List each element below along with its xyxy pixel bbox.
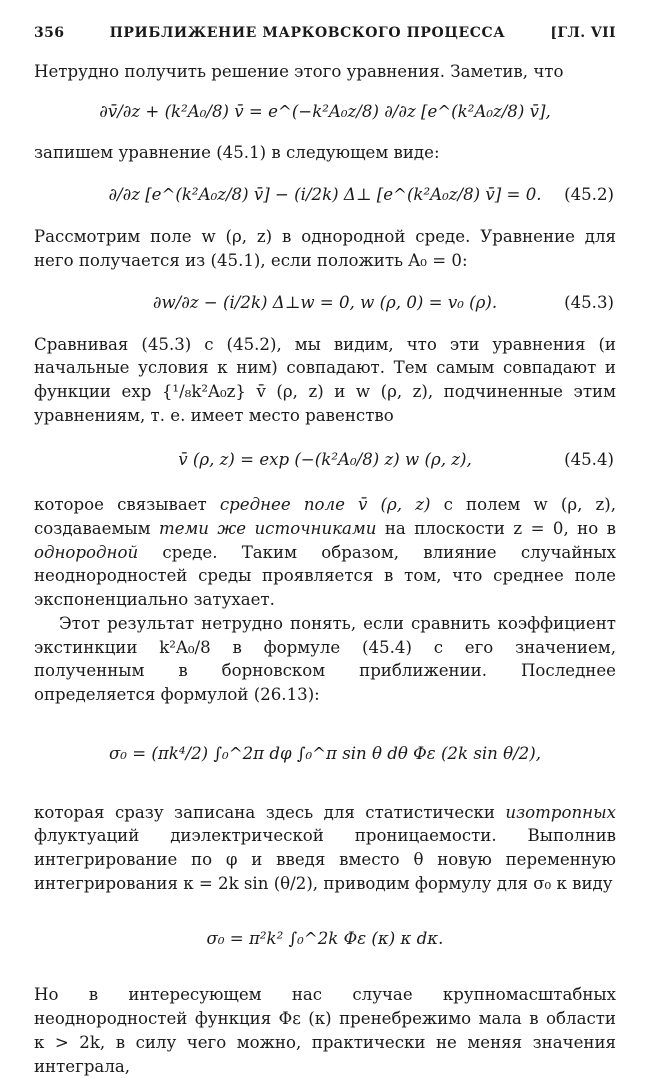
equation-born-sigma [34, 713, 616, 795]
paragraph-8: Но в интересующем нас случае крупномасштабных неоднородностей функция Φε (κ) пренебрежимо мала в области κ > 2k, в силу чего можно, практически не меняя значения интеграла, [34, 985, 616, 1076]
equation-45-2-body: ∂/∂z [e^(k²A₀z/8) v̄] − (i/2k) Δ⊥ [e^(k²A₀z/8) v̄] = 0. [108, 185, 542, 205]
equation-born-sigma-body: σ₀ = (πk⁴/2) ∫₀^2π dφ ∫₀^π sin θ dθ Φε (2k sin θ/2), [108, 743, 541, 763]
paragraph-7-text-a: которая сразу записана здесь для статистически [34, 802, 506, 822]
paragraph-5-emphasis-2: теми же источниками [158, 519, 377, 539]
paragraph-5-emphasis-3: однородной [34, 542, 139, 562]
equation-45-4 [34, 431, 616, 489]
equation-45-2 [34, 169, 616, 221]
paragraph-4: Сравнивая (45.3) с (45.2), мы видим, что эти уравнения (и начальные условия к ним) совпадают. Тем самым совпадают и функции exp {¹/₈k²A₀z} v̄ (ρ, z) и w (ρ, z), подчиненные этим уравнениям, т. е. имеет место равенство [34, 334, 616, 425]
equation-sigma-kappa [34, 901, 616, 977]
paragraph-7-emphasis: изотропных [505, 802, 616, 822]
paragraph-5-text-c: на плоскости z = 0, но в [376, 519, 616, 539]
running-head [34, 22, 616, 46]
chapter-label: [ГЛ. VII [550, 25, 616, 41]
paragraph-5 [34, 493, 616, 612]
equation-45-4-body: v̄ (ρ, z) = exp (−(k²A₀/8) z) w (ρ, z), [178, 450, 472, 470]
paragraph-7 [34, 801, 616, 896]
equation-number: (45.3) [564, 292, 614, 312]
paragraph-5-text-a: которое связывает [34, 495, 220, 515]
equation-identity-body: ∂v̄/∂z + (k²A₀/8) v̄ = e^(−k²A₀z/8) ∂/∂z [e^(k²A₀z/8) v̄], [99, 102, 551, 122]
equation-sigma-kappa-body: σ₀ = π²k² ∫₀^2k Φε (κ) κ dκ. [206, 929, 444, 949]
running-title: ПРИБЛИЖЕНИЕ МАРКОВСКОГО ПРОЦЕССА [109, 25, 506, 41]
page-number: 356 [34, 25, 65, 41]
equation-identity [34, 87, 616, 137]
equation-number: (45.4) [564, 450, 614, 470]
paragraph-6: Этот результат нетрудно понять, если сравнить коэффициент экстинкции k²A₀/8 в формуле (45.4) с его значением, полученным в борновском приближении. Последнее определяется формулой (26.13): [34, 613, 616, 704]
equation-number: (45.2) [564, 185, 614, 205]
paragraph-5-text-b: с полем w (ρ, z), создаваемым [34, 495, 616, 539]
equation-45-3 [34, 277, 616, 329]
paragraph-2: запишем уравнение (45.1) в следующем виде: [34, 143, 440, 163]
paragraph-3: Рассмотрим поле w (ρ, z) в однородной среде. Уравнение для него получается из (45.1), если положить A₀ = 0: [34, 227, 616, 270]
paragraph-5-text-d: среде. Таким образом, влияние случайных неоднородностей среды проявляется в том, что среднее поле экспоненциально затухает. [34, 542, 616, 610]
paragraph-1: Нетрудно получить решение этого уравнения. Заметив, что [34, 61, 564, 81]
book-page [34, 22, 616, 1078]
paragraph-7-text-b: флуктуаций диэлектрической проницаемости. Выполнив интегрирование по φ и введя вместо θ новую переменную интегрирования κ = 2k sin (θ/2), приводим формулу для σ₀ к виду [34, 826, 616, 893]
paragraph-5-emphasis-1: среднее поле v̄ (ρ, z) [219, 495, 431, 515]
equation-45-3-body: ∂w/∂z − (i/2k) Δ⊥w = 0, w (ρ, 0) = v₀ (ρ). [152, 292, 498, 312]
